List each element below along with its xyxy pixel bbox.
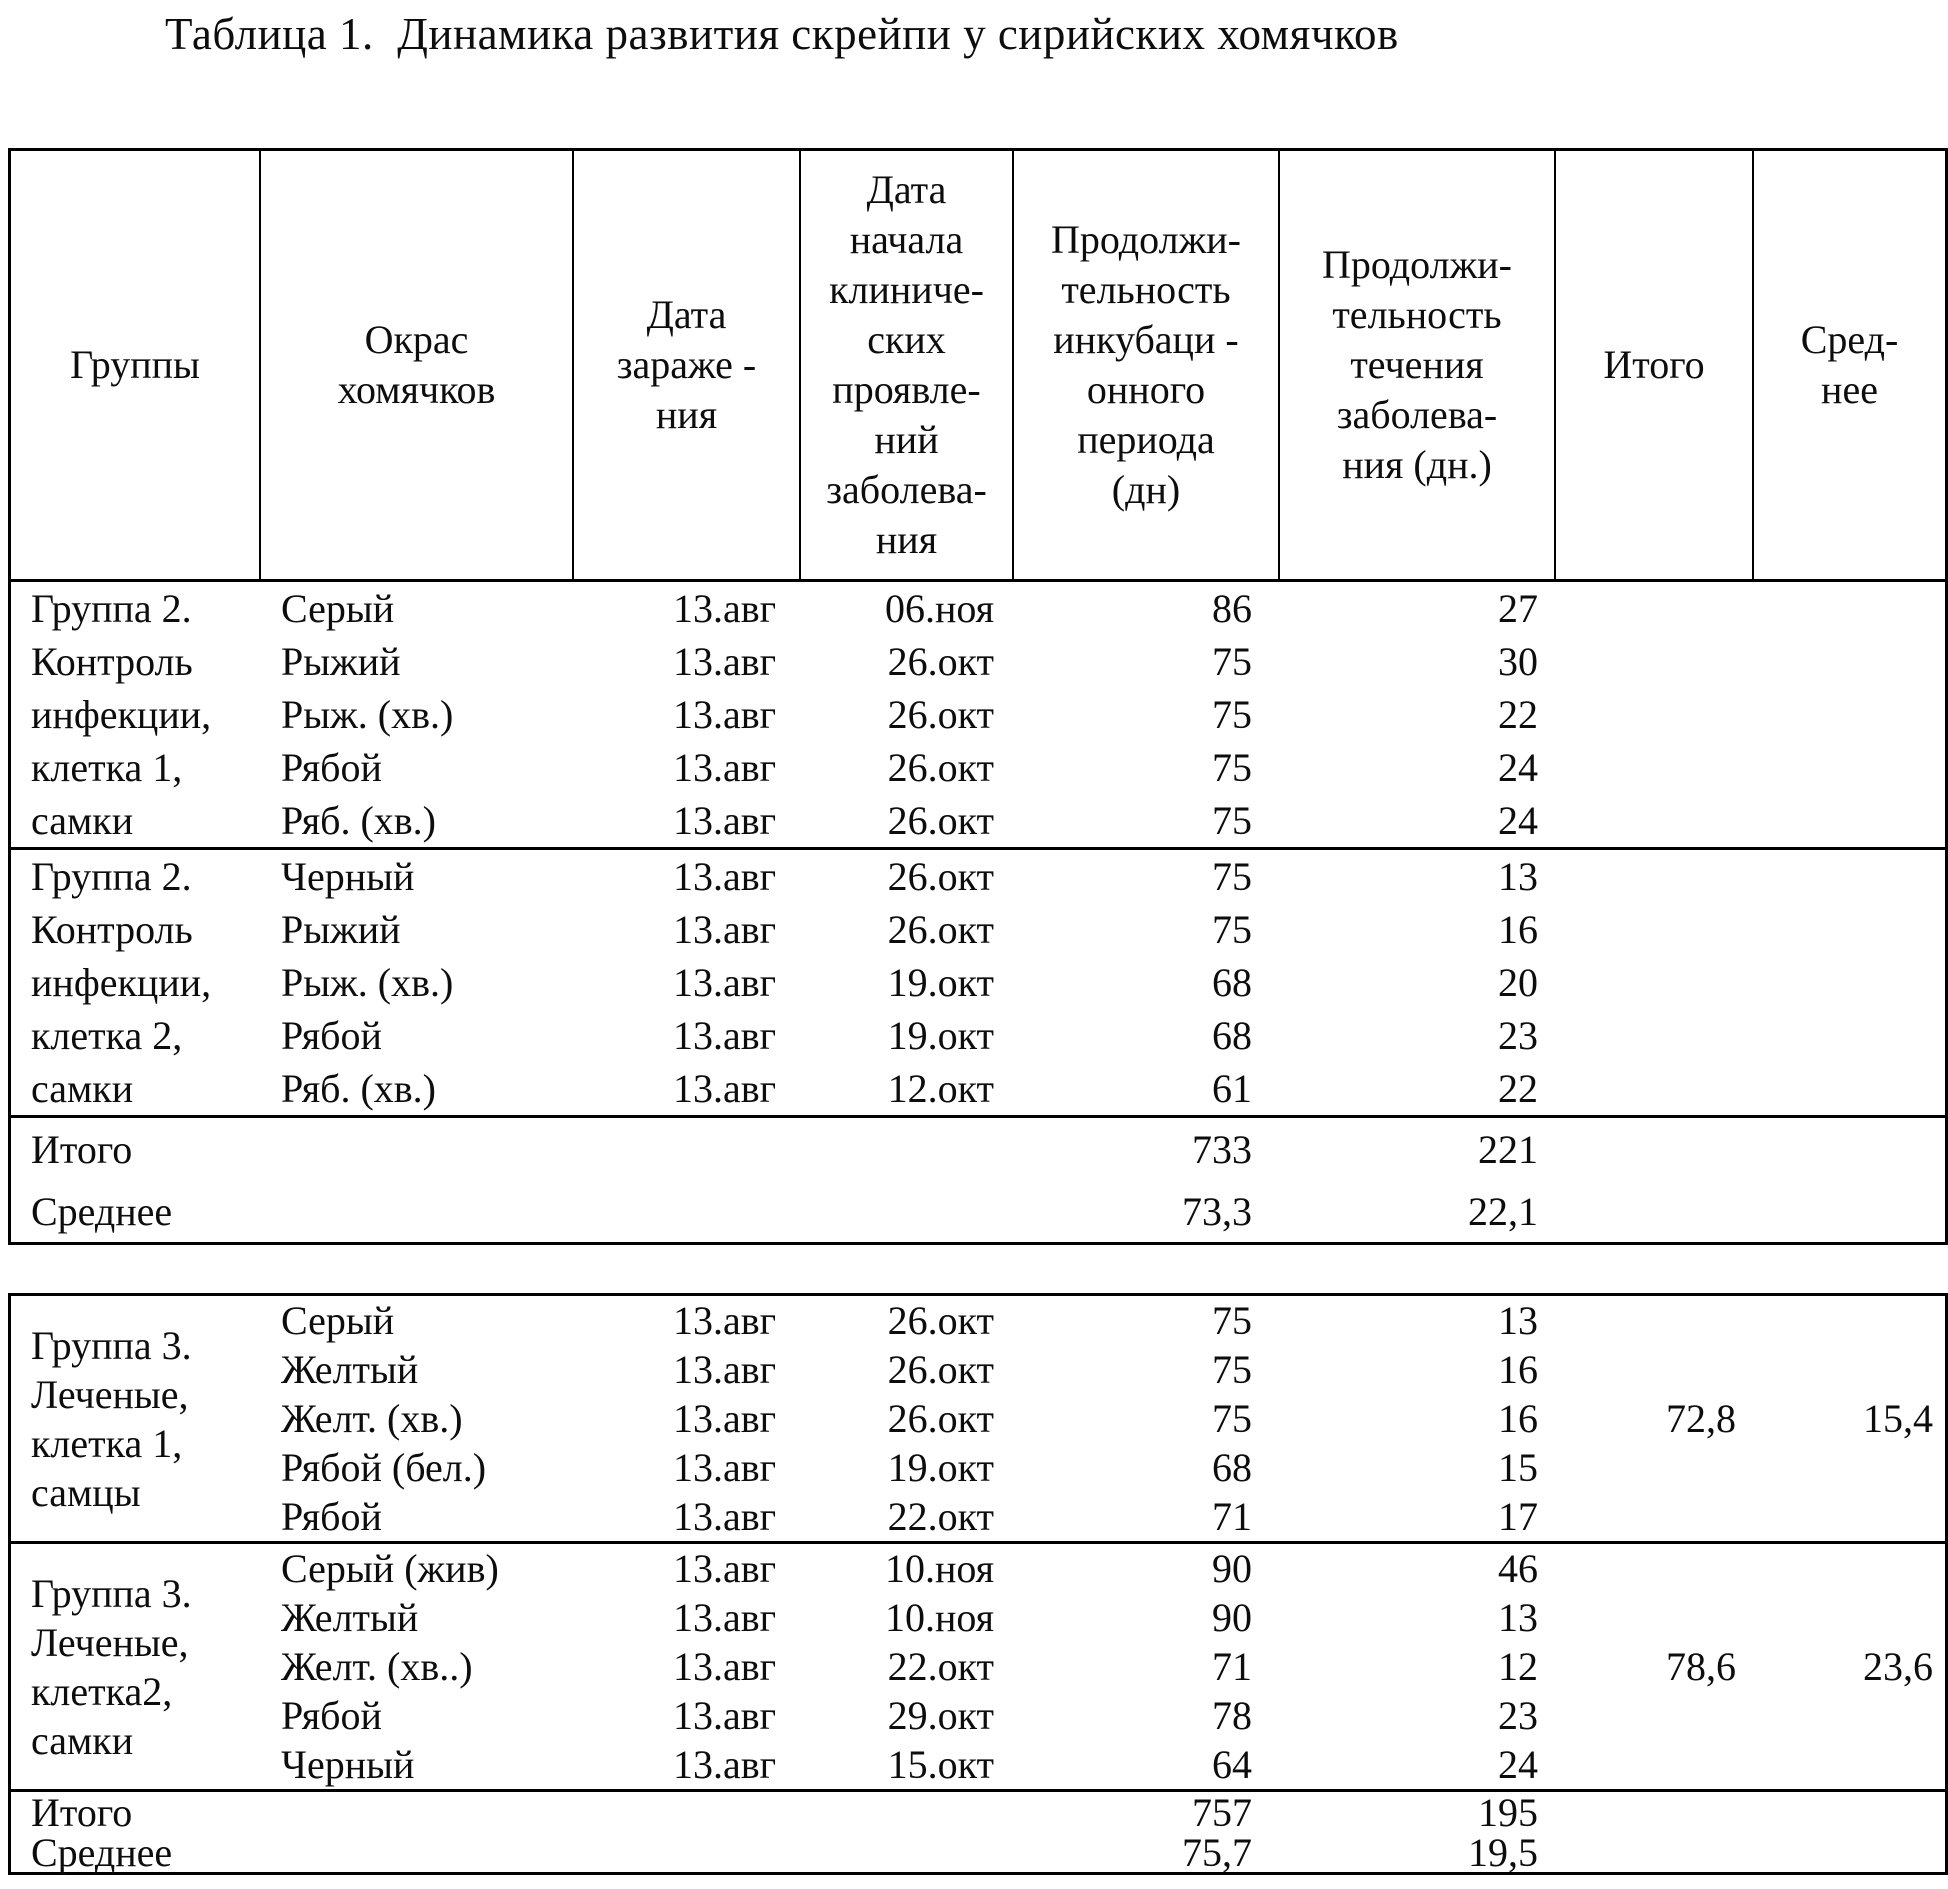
hamster-color-cell: Рябой <box>281 1494 382 1539</box>
duration-days-cell: 30 <box>1498 639 1538 684</box>
infection-date-cell: 13.авг <box>672 745 776 790</box>
hamster-color-cell: Рыжий <box>281 639 401 684</box>
header-cell-incubation: Продолжи- тельность инкубаци - онного периода (дн) <box>1014 151 1280 579</box>
incubation-days-cell: 75 <box>1212 639 1252 684</box>
incubation-days-cell: 75 <box>1212 854 1252 899</box>
infection-date-cell: 13.авг <box>672 960 776 1005</box>
group-label: Группа 3. Леченые, клетка 1, самцы <box>31 1322 192 1515</box>
summary-total-duration: 195 <box>1478 1789 1538 1835</box>
infection-date-cell: 13.авг <box>672 586 776 631</box>
duration-days-cell: 16 <box>1498 907 1538 952</box>
hamster-color-cell: Желтый <box>281 1347 419 1392</box>
onset-date-cell: 26.окт <box>887 639 994 684</box>
hamster-color-cell: Ряб. (хв.) <box>281 1066 436 1111</box>
infection-date-cell: 13.авг <box>672 692 776 737</box>
duration-days-cell: 24 <box>1498 798 1538 843</box>
onset-date-cell: 10.ноя <box>884 1546 994 1591</box>
table-2-block-cage2 <box>11 1544 1945 1792</box>
incubation-days-cell: 75 <box>1212 1298 1252 1343</box>
onset-date-cell: 26.окт <box>887 798 994 843</box>
incubation-days-cell: 68 <box>1212 1013 1252 1058</box>
hamster-color-cell: Рыжий <box>281 907 401 952</box>
header-cell-groups: Группы <box>11 151 261 579</box>
duration-days-cell: 22 <box>1498 692 1538 737</box>
infection-date-cell: 13.авг <box>672 1347 776 1392</box>
hamster-color-cell: Серый <box>281 586 395 631</box>
block-total-value <box>1556 582 1754 847</box>
incubation-days-cell: 90 <box>1212 1595 1252 1640</box>
onset-date-cell: 15.окт <box>887 1742 994 1787</box>
header-cell-duration: Продолжи- тельность течения заболева- ния (дн.) <box>1280 151 1556 579</box>
onset-date-cell: 26.окт <box>887 692 994 737</box>
infection-date-cell: 13.авг <box>672 1494 776 1539</box>
infection-date-cell: 13.авг <box>672 1742 776 1787</box>
infection-date-cell: 13.авг <box>672 907 776 952</box>
hamster-color-cell: Желтый <box>281 1595 419 1640</box>
hamster-color-cell: Рыж. (хв.) <box>281 692 454 737</box>
hamster-color-cell: Рябой (бел.) <box>281 1445 487 1490</box>
infection-date-cell: 13.авг <box>672 1595 776 1640</box>
hamster-color-cell: Желт. (хв..) <box>281 1644 473 1689</box>
block-total-value <box>1556 850 1754 1115</box>
header-cell-total: Итого <box>1556 151 1754 579</box>
hamster-color-cell: Черный <box>281 1742 415 1787</box>
onset-date-cell: 29.окт <box>887 1693 994 1738</box>
summary-avg-duration: 19,5 <box>1468 1829 1538 1875</box>
onset-date-cell: 06.ноя <box>884 586 994 631</box>
block-average-value: 15,4 <box>1863 1396 1933 1441</box>
onset-date-cell: 12.окт <box>887 1066 994 1111</box>
table-1-block-cage1 <box>11 582 1945 850</box>
block-average-value <box>1754 850 1945 1115</box>
onset-date-cell: 26.окт <box>887 907 994 952</box>
table-2-block-cage1 <box>11 1296 1945 1544</box>
block-average-value <box>1754 582 1945 847</box>
summary-total-incubation: 733 <box>1192 1126 1252 1172</box>
incubation-days-cell: 71 <box>1212 1494 1252 1539</box>
duration-days-cell: 12 <box>1498 1644 1538 1689</box>
table-1 <box>8 148 1948 1245</box>
incubation-days-cell: 75 <box>1212 1396 1252 1441</box>
duration-days-cell: 23 <box>1498 1013 1538 1058</box>
hamster-color-cell: Рябой <box>281 1013 382 1058</box>
onset-date-cell: 22.окт <box>887 1644 994 1689</box>
onset-date-cell: 26.окт <box>887 1298 994 1343</box>
onset-date-cell: 26.окт <box>887 1347 994 1392</box>
duration-days-cell: 24 <box>1498 1742 1538 1787</box>
header-cell-color: Окрас хомячков <box>261 151 574 579</box>
summary-avg-duration: 22,1 <box>1468 1188 1538 1234</box>
duration-days-cell: 27 <box>1498 586 1538 631</box>
table-2 <box>8 1293 1948 1875</box>
duration-days-cell: 20 <box>1498 960 1538 1005</box>
infection-date-cell: 13.авг <box>672 1546 776 1591</box>
duration-days-cell: 15 <box>1498 1445 1538 1490</box>
onset-date-cell: 26.окт <box>887 1396 994 1441</box>
duration-days-cell: 13 <box>1498 1298 1538 1343</box>
table-1-block-cage2 <box>11 850 1945 1118</box>
duration-days-cell: 22 <box>1498 1066 1538 1111</box>
duration-days-cell: 17 <box>1498 1494 1538 1539</box>
summary-total-label: Итого <box>31 1789 133 1835</box>
infection-date-cell: 13.авг <box>672 1396 776 1441</box>
infection-date-cell: 13.авг <box>672 639 776 684</box>
infection-date-cell: 13.авг <box>672 1644 776 1689</box>
scanned-document-page <box>0 8 1948 1889</box>
incubation-days-cell: 61 <box>1212 1066 1252 1111</box>
summary-total-label: Итого <box>31 1126 133 1172</box>
summary-avg-incubation: 73,3 <box>1182 1188 1252 1234</box>
summary-total-incubation: 757 <box>1192 1789 1252 1835</box>
incubation-days-cell: 90 <box>1212 1546 1252 1591</box>
table-1-summary <box>11 1118 1945 1242</box>
block-average-value: 23,6 <box>1863 1644 1933 1689</box>
group-label: Группа 2. Контроль инфекции, клетка 1, самки <box>31 586 212 843</box>
duration-days-cell: 13 <box>1498 854 1538 899</box>
onset-date-cell: 19.окт <box>887 1013 994 1058</box>
hamster-color-cell: Черный <box>281 854 415 899</box>
summary-average-label: Среднее <box>31 1188 173 1234</box>
onset-date-cell: 22.окт <box>887 1494 994 1539</box>
duration-days-cell: 16 <box>1498 1396 1538 1441</box>
incubation-days-cell: 86 <box>1212 586 1252 631</box>
onset-date-cell: 19.окт <box>887 1445 994 1490</box>
incubation-days-cell: 78 <box>1212 1693 1252 1738</box>
summary-total-duration: 221 <box>1478 1126 1538 1172</box>
block-total-value: 72,8 <box>1666 1396 1736 1441</box>
onset-date-cell: 26.окт <box>887 745 994 790</box>
infection-date-cell: 13.авг <box>672 798 776 843</box>
onset-date-cell: 26.окт <box>887 854 994 899</box>
incubation-days-cell: 64 <box>1212 1742 1252 1787</box>
hamster-color-cell: Серый <box>281 1298 395 1343</box>
incubation-days-cell: 71 <box>1212 1644 1252 1689</box>
onset-date-cell: 19.окт <box>887 960 994 1005</box>
incubation-days-cell: 75 <box>1212 745 1252 790</box>
hamster-color-cell: Рябой <box>281 745 382 790</box>
hamster-color-cell: Желт. (хв.) <box>281 1396 463 1441</box>
infection-date-cell: 13.авг <box>672 1298 776 1343</box>
header-cell-average: Сред- нее <box>1800 317 1899 412</box>
incubation-days-cell: 75 <box>1212 1347 1252 1392</box>
infection-date-cell: 13.авг <box>672 1066 776 1111</box>
onset-date-cell: 10.ноя <box>884 1595 994 1640</box>
incubation-days-cell: 75 <box>1212 798 1252 843</box>
group-label: Группа 3. Леченые, клетка2, самки <box>31 1570 192 1763</box>
duration-days-cell: 13 <box>1498 1595 1538 1640</box>
hamster-color-cell: Серый (жив) <box>281 1546 499 1591</box>
summary-avg-incubation: 75,7 <box>1182 1829 1252 1875</box>
summary-average-label: Среднее <box>31 1829 173 1875</box>
duration-days-cell: 24 <box>1498 745 1538 790</box>
header-cell-infection-date: Дата зараже - ния <box>574 151 801 579</box>
duration-days-cell: 46 <box>1498 1546 1538 1591</box>
table-1-header-row <box>11 151 1945 582</box>
incubation-days-cell: 68 <box>1212 1445 1252 1490</box>
infection-date-cell: 13.авг <box>672 854 776 899</box>
hamster-color-cell: Ряб. (хв.) <box>281 798 436 843</box>
hamster-color-cell: Рябой <box>281 1693 382 1738</box>
header-cell-onset-date: Дата начала клиниче- ских проявле- ний заболева- ния <box>801 151 1014 579</box>
incubation-days-cell: 75 <box>1212 907 1252 952</box>
hamster-color-cell: Рыж. (хв.) <box>281 960 454 1005</box>
infection-date-cell: 13.авг <box>672 1445 776 1490</box>
table-2-summary <box>11 1789 1945 1875</box>
duration-days-cell: 23 <box>1498 1693 1538 1738</box>
infection-date-cell: 13.авг <box>672 1693 776 1738</box>
infection-date-cell: 13.авг <box>672 1013 776 1058</box>
incubation-days-cell: 68 <box>1212 960 1252 1005</box>
group-label: Группа 2. Контроль инфекции, клетка 2, самки <box>31 854 212 1111</box>
duration-days-cell: 16 <box>1498 1347 1538 1392</box>
incubation-days-cell: 75 <box>1212 692 1252 737</box>
table-caption: Таблица 1. Динамика развития скрейпи у сирийских хомячков <box>165 9 1399 59</box>
block-total-value: 78,6 <box>1666 1644 1736 1689</box>
